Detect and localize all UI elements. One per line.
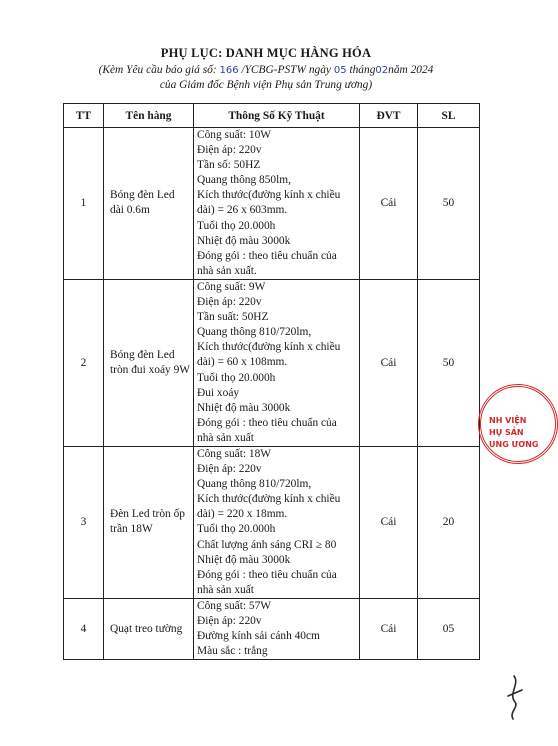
seal-line: NH VIỆN [489, 416, 527, 425]
spec-line: Quang thông 810/720lm, [197, 326, 312, 339]
spec-cell [194, 128, 360, 280]
item-name-line: tròn đui xoáy 9W [110, 363, 191, 376]
spec-line: Tuổi thọ 20.000h [197, 523, 276, 536]
goods-table [63, 103, 480, 660]
spec-line: nhà sản xuất. [197, 264, 257, 277]
row-number: 1 [64, 128, 104, 280]
spec-line: Công suất: 18W [197, 447, 272, 460]
seal-line: HỤ SẢN [489, 428, 524, 437]
unit-cell: Cái [360, 598, 418, 659]
spec-line: Kích thước(đường kính x chiều [197, 493, 341, 506]
page-title: PHỤ LỤC: DANH MỤC HÀNG HÓA [160, 46, 372, 60]
spec-cell [194, 279, 360, 446]
header-specifications: Thông Số Kỹ Thuật [194, 104, 360, 128]
spec-line: Điện áp: 220v [197, 615, 262, 627]
unit-cell: Cái [360, 128, 418, 280]
table-body [64, 128, 480, 660]
spec-line: Tuổi thọ 20.000h [197, 371, 276, 384]
row-number: 4 [64, 598, 104, 659]
request-reference-line [0, 64, 532, 76]
spec-line: Nhiệt độ màu 3000k [197, 553, 291, 566]
row-number: 2 [64, 279, 104, 446]
table-row [64, 279, 480, 446]
spec-line: Màu sắc : trắng [197, 645, 268, 658]
spec-line: Điện áp: 220v [197, 144, 262, 157]
table-row [64, 128, 480, 280]
spec-line: nhà sản xuất [197, 583, 254, 596]
item-name-cell [104, 598, 194, 659]
spec-line: dài) = 26 x 603mm. [197, 204, 288, 217]
year-text: năm 2024 [388, 64, 434, 76]
header-quantity: SL [418, 104, 480, 128]
table-row [64, 598, 480, 659]
quantity-cell: 50 [418, 128, 480, 280]
spec-line: Công suất: 10W [197, 129, 272, 141]
spec-line: Tuổi thọ 20.000h [197, 219, 276, 232]
item-name-line: trần 18W [110, 523, 153, 536]
spec-line: Tần số: 50HZ [197, 159, 261, 172]
spec-line: Điện áp: 220v [197, 463, 262, 476]
spec-line: Đóng gói : theo tiêu chuẩn của [197, 249, 337, 262]
handwritten-day: 05 [333, 65, 347, 76]
hospital-seal [478, 384, 558, 464]
item-name-line: Bóng đèn Led [110, 189, 175, 202]
quantity-cell: 20 [418, 446, 480, 598]
header-item-name: Tên hàng [104, 104, 194, 128]
spec-line: Tần suất: 50HZ [197, 311, 269, 324]
spec-line: Đóng gói : theo tiêu chuẩn của [197, 416, 337, 429]
spec-line: nhà sản xuất [197, 431, 254, 444]
quantity-cell: 05 [418, 598, 480, 659]
issuer-line: của Giám đốc Bệnh viện Phụ sản Trung ương) [159, 79, 373, 91]
spec-line: Quang thông 810/720lm, [197, 478, 312, 491]
table-row [64, 446, 480, 598]
spec-line: Nhiệt độ màu 3000k [197, 401, 291, 414]
unit-cell: Cái [360, 279, 418, 446]
spec-line: dài) = 220 x 18mm. [197, 508, 288, 521]
handwritten-month: 02 [375, 65, 389, 76]
spec-line: Điện áp: 220v [197, 296, 262, 309]
unit-cell: Cái [360, 446, 418, 598]
month-label: tháng [349, 64, 376, 76]
reference-code: /YCBG-PSTW ngày [241, 64, 331, 76]
table-header-row [64, 104, 480, 128]
header-unit: ĐVT [360, 104, 418, 128]
item-name-line: Quạt treo tường [110, 622, 183, 635]
spec-line: Kích thước(đường kính x chiều [197, 189, 341, 202]
handwritten-signature [500, 672, 530, 722]
spec-cell [194, 446, 360, 598]
spec-line: dài) = 60 x 108mm. [197, 356, 288, 369]
item-name-cell [104, 446, 194, 598]
handwritten-request-number: 166 [219, 65, 239, 76]
spec-line: Quang thông 850lm, [197, 174, 291, 187]
seal-line: UNG ƯƠNG [489, 440, 539, 449]
item-name-cell [104, 128, 194, 280]
item-name-line: Đèn Led tròn ốp [110, 508, 185, 521]
spec-line: Đóng gói : theo tiêu chuẩn của [197, 568, 337, 581]
spec-line: Chất lượng ánh sáng CRI ≥ 80 [197, 538, 337, 551]
spec-line: Công suất: 57W [197, 599, 272, 612]
item-name-cell [104, 279, 194, 446]
quantity-cell: 50 [418, 279, 480, 446]
spec-line: Đường kính sải cánh 40cm [197, 630, 320, 643]
row-number: 3 [64, 446, 104, 598]
item-name-line: dài 0.6m [110, 204, 150, 217]
spec-line: Nhiệt độ màu 3000k [197, 234, 291, 247]
spec-line: Kích thước(đường kính x chiều [197, 341, 341, 354]
spec-line: Công suất: 9W [197, 280, 266, 293]
reference-prefix: (Kèm Yêu cầu báo giá số: [98, 64, 217, 76]
spec-cell [194, 598, 360, 659]
header-tt: TT [64, 104, 104, 128]
item-name-line: Bóng đèn Led [110, 348, 175, 361]
spec-line: Đui xoáy [197, 386, 240, 399]
